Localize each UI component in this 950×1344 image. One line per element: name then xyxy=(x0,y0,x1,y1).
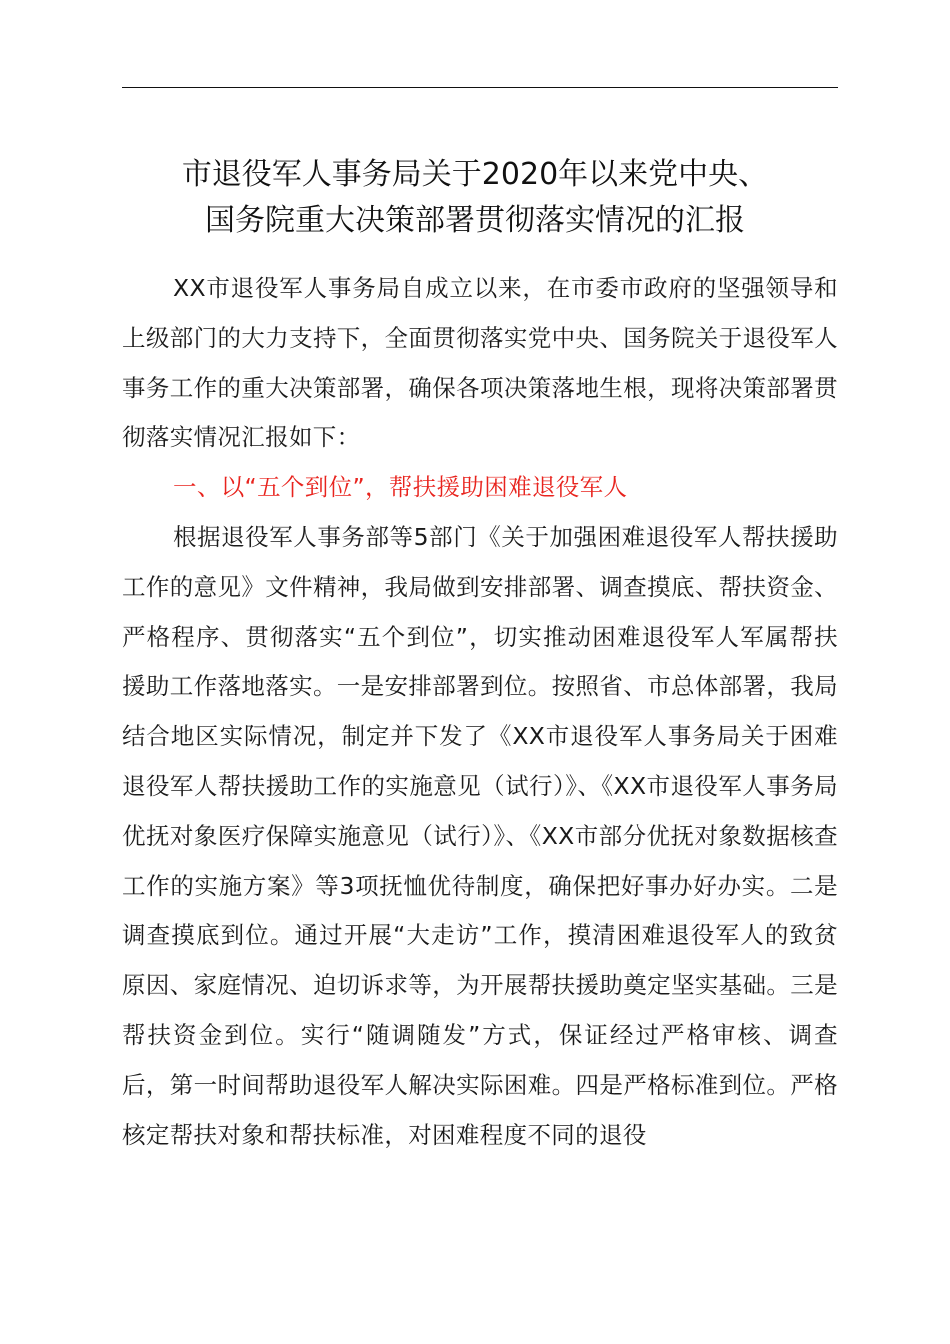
section-1-paragraph: 根据退役军人事务部等5部门《关于加强困难退役军人帮扶援助工作的意见》文件精神，我局做到安排部署、调查摸底、帮扶资金、严格程序、贯彻落实“五个到位”，切实推动困难退役军人军属帮扶援助工作落地落实。一是安排部署到位。按照省、市总体部署，我局结合地区实际情况，制定并下发了《XX市退役军人事务局关于困难退役军人帮扶援助工作的实施意见（试行）》、《XX市退役军人事务局优抚对象医疗保障实施意见（试行）》、《XX市部分优抚对象数据核查工作的实施方案》等3项抚恤优待制度，确保把好事办好办实。二是调查摸底到位。通过开展“大走访”工作，摸清困难退役军人的致贫原因、家庭情况、迫切诉求等，为开展帮扶援助奠定坚实基础。三是帮扶资金到位。实行“随调随发”方式，保证经过严格审核、调查后，第一时间帮助退役军人解决实际困难。四是严格标准到位。严格核定帮扶对象和帮扶标准，对困难程度不同的退役 xyxy=(122,522,838,1149)
document-title xyxy=(100,152,850,244)
header-rule xyxy=(122,87,838,88)
intro-paragraph: XX市退役军人事务局自成立以来，在市委市政府的坚强领导和上级部门的大力支持下，全面贯彻落实党中央、国务院关于退役军人事务工作的重大决策部署，确保各项决策落地生根，现将决策部署贯彻落实情况汇报如下： xyxy=(122,274,838,452)
document-body xyxy=(122,264,838,1160)
title-line-1: 市退役军人事务局关于2020年以来党中央、 xyxy=(181,157,769,192)
title-line-2: 国务院重大决策部署贯彻落实情况的汇报 xyxy=(205,203,745,238)
section-heading-1: 一、以“五个到位”，帮扶援助困难退役军人 xyxy=(173,473,628,502)
